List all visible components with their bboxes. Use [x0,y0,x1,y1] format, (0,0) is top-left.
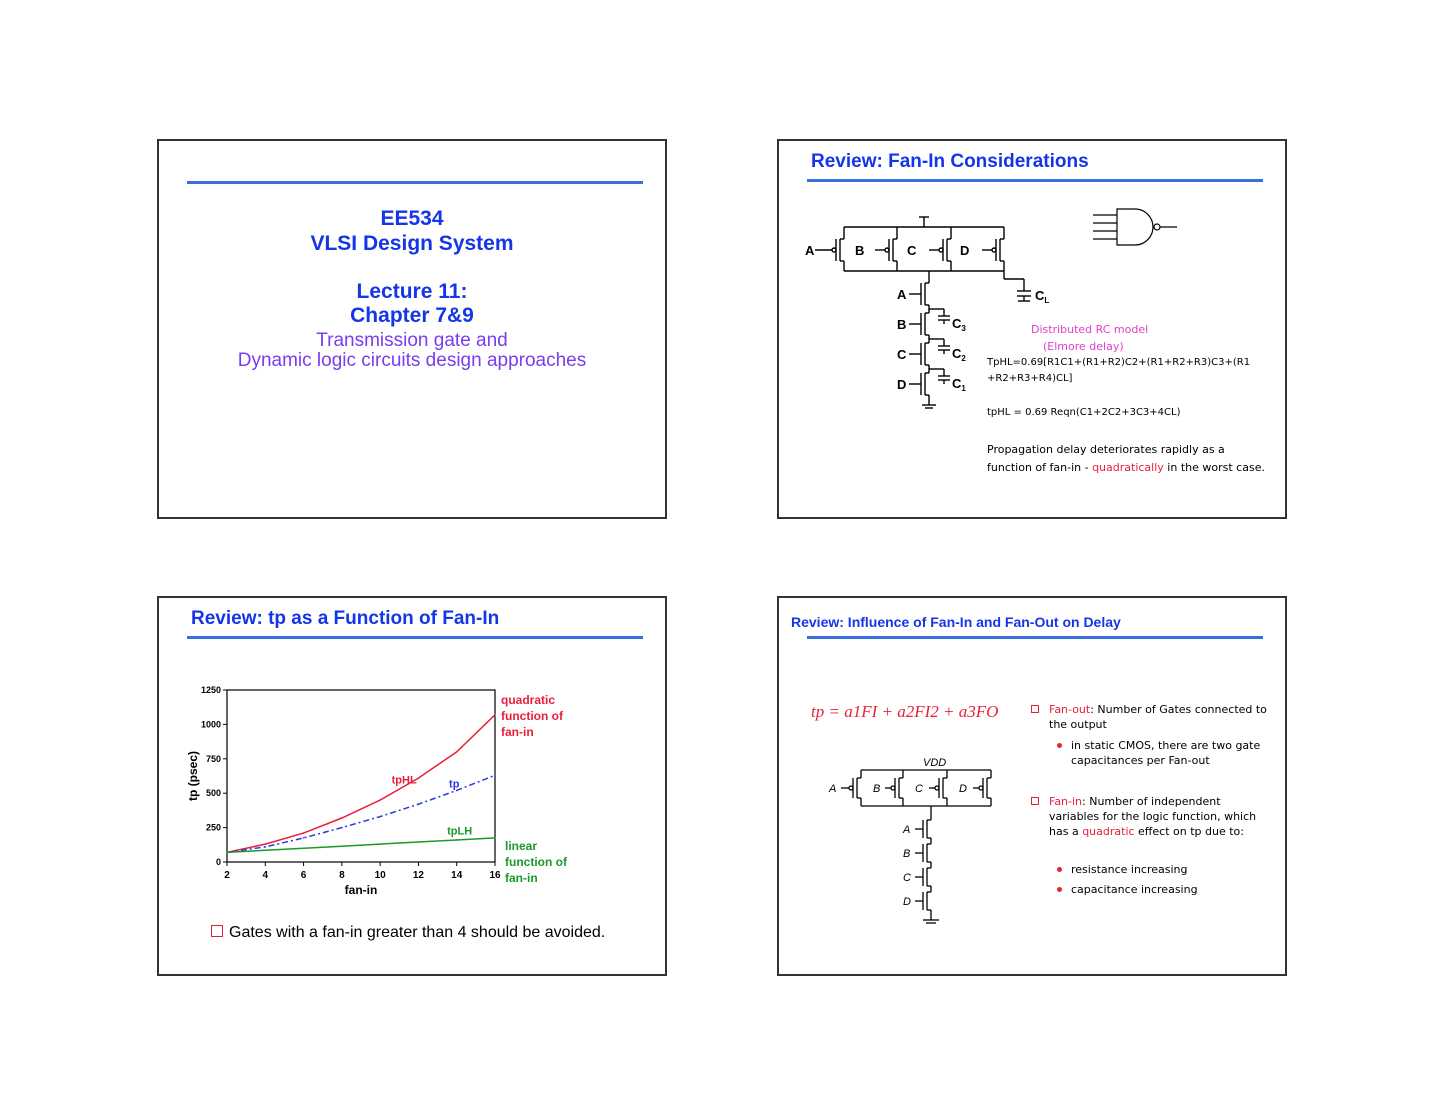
data-point-tpLH [303,847,305,849]
course-title: VLSI Design System [310,232,514,255]
data-point-tpLH [379,843,381,845]
y-tick-label: 750 [205,753,221,764]
rc-model-title: Distributed RC model [1031,323,1149,336]
nand-gate-icon [1091,207,1181,249]
data-point-tpLH [494,837,496,839]
capacitance-sub-bullet: capacitance increasing [1071,882,1198,897]
checkbox-icon [211,925,223,937]
nmos-input-c: C [897,347,907,362]
simplified-equation: tpHL = 0.69 Reqn(C1+2C2+3C3+4CL) [987,407,1181,418]
fan-in-considerations-slide [777,139,1287,519]
data-point-tp [494,775,496,777]
pmos-input-c: C [915,783,923,795]
x-tick-label: 16 [489,870,501,881]
title-slide [157,139,667,519]
y-tick-label: 0 [215,857,221,867]
nmos-input-b: B [897,317,907,332]
svg-text:C1 [952,376,966,393]
avoid-high-fan-in-bullet: Gates with a fan-in greater than 4 should be avoided. [211,924,605,942]
data-point-tp [418,803,420,805]
quadratic-annotation: fan-in [501,725,534,739]
x-tick-label: 2 [224,870,230,881]
delay-formula: tp = a1FI + a2FI2 + a3FO [811,702,999,721]
y-tick-label: 1250 [200,685,221,695]
cap-c1-sub: 1 [961,384,966,393]
elmore-delay-label: (Elmore delay) [1043,340,1124,353]
series-label: tpHL [391,774,417,787]
course-code: EE534 [380,207,444,230]
data-point-tpHL [494,714,496,716]
nmos-input-a: A [903,824,911,836]
lecture-subtitle-1: Transmission gate and [316,330,508,351]
cap-c2-sub: 2 [961,354,966,363]
slide-rule [807,636,1263,639]
fan-in-bullet: Fan-in: Number of independent variables for the logic function, which has a quadratic effect on tp due to: [1031,794,1271,839]
pmos-input-d: D [959,783,967,795]
lecture-subtitle-2: Dynamic logic circuits design approaches [237,350,587,371]
resistance-sub-bullet: resistance increasing [1071,862,1188,877]
x-tick-label: 8 [339,870,345,881]
y-tick-label: 250 [205,822,221,833]
chapter-label: Chapter 7&9 [350,304,474,327]
fan-in-delay-chart [179,682,649,914]
data-point-tpHL [456,751,458,753]
linear-annotation: linear [505,839,538,853]
cap-c2-label: C [952,346,962,361]
fan-in-fan-out-delay-slide [777,596,1287,976]
x-axis-label: fan-in [344,883,378,897]
cap-c3-label: C [952,316,962,331]
data-point-tp [303,837,305,839]
nmos-input-a: A [897,287,907,302]
data-point-tpHL [264,843,266,845]
linear-annotation: fan-in [505,871,538,885]
pmos-input-c: C [907,243,917,258]
svg-text:C2 [952,346,966,363]
fan-out-sub-bullet: in static CMOS, there are two gate capacitances per Fan-out [1071,738,1261,768]
quadratic-annotation: function of [501,709,563,723]
pmos-input-b: B [873,783,881,795]
slide-rule [807,179,1263,182]
tp-vs-fan-in-slide [157,596,667,976]
slide-title: Review: Influence of Fan-In and Fan-Out on Delay [791,614,1121,630]
nmos-input-d: D [903,896,911,908]
data-point-tpHL [303,832,305,834]
x-tick-label: 6 [300,870,307,881]
x-tick-label: 4 [262,870,269,881]
square-bullet-icon [1031,705,1039,713]
pmos-input-b: B [855,243,865,258]
nand4-schematic [827,756,1007,936]
slide-rule [187,636,643,639]
elmore-equation-line2: +R2+R3+R4)CL] [987,373,1073,384]
cap-cl-sub: L [1044,296,1050,305]
cap-c1-label: C [952,376,962,391]
nmos-input-c: C [903,872,911,884]
data-point-tpLH [226,852,228,854]
series-label: tp [449,778,460,791]
series-line-tpLH [227,838,495,853]
y-axis-label: tp (psec) [186,750,200,802]
elmore-equation-line1: TpHL=0.69[R1C1+(R1+R2)C2+(R1+R2+R3)C3+(R1 [987,357,1251,368]
pmos-input-a: A [805,243,815,258]
data-point-tp [341,827,343,829]
data-point-tp [379,816,381,818]
svg-text:C3 [952,316,966,333]
data-point-tp [264,846,266,848]
data-point-tpHL [418,777,420,779]
x-tick-label: 10 [374,870,386,881]
data-point-tpLH [264,850,266,852]
quadratic-annotation: quadratic [501,693,556,707]
nmos-input-d: D [897,377,907,392]
x-tick-label: 12 [412,870,424,881]
series-label: tpLH [447,825,473,838]
nmos-input-b: B [903,848,911,860]
data-point-tpHL [379,799,381,801]
svg-text:CL [1035,288,1049,305]
vdd-label: VDD [923,757,947,769]
slide-rule [187,181,643,184]
dot-bullet-icon [1057,887,1062,892]
data-point-tpLH [456,839,458,841]
propagation-note: Propagation delay deteriorates rapidly as a function of fan-in - quadratically in the worst case. [987,443,1265,474]
data-point-tpLH [341,845,343,847]
y-tick-label: 500 [205,788,221,799]
slide-title: Review: tp as a Function of Fan-In [191,608,500,629]
cap-cl-label: C [1035,288,1045,303]
x-tick-label: 14 [451,870,463,881]
slide-title: Review: Fan-In Considerations [811,151,1089,172]
linear-annotation: function of [505,855,567,869]
dot-bullet-icon [1057,743,1062,748]
fan-out-bullet: Fan-out: Number of Gates connected to the output [1031,702,1271,732]
lecture-number: Lecture 11: [356,280,468,303]
data-point-tpLH [418,841,420,843]
square-bullet-icon [1031,797,1039,805]
pmos-input-d: D [960,243,970,258]
dot-bullet-icon [1057,867,1062,872]
y-tick-label: 1000 [200,719,221,730]
pmos-input-a: A [829,783,837,795]
cap-c3-sub: 3 [961,324,966,333]
highlight-quadratically: quadratically [1092,461,1164,474]
nand4-schematic [799,209,1069,419]
data-point-tpHL [341,817,343,819]
